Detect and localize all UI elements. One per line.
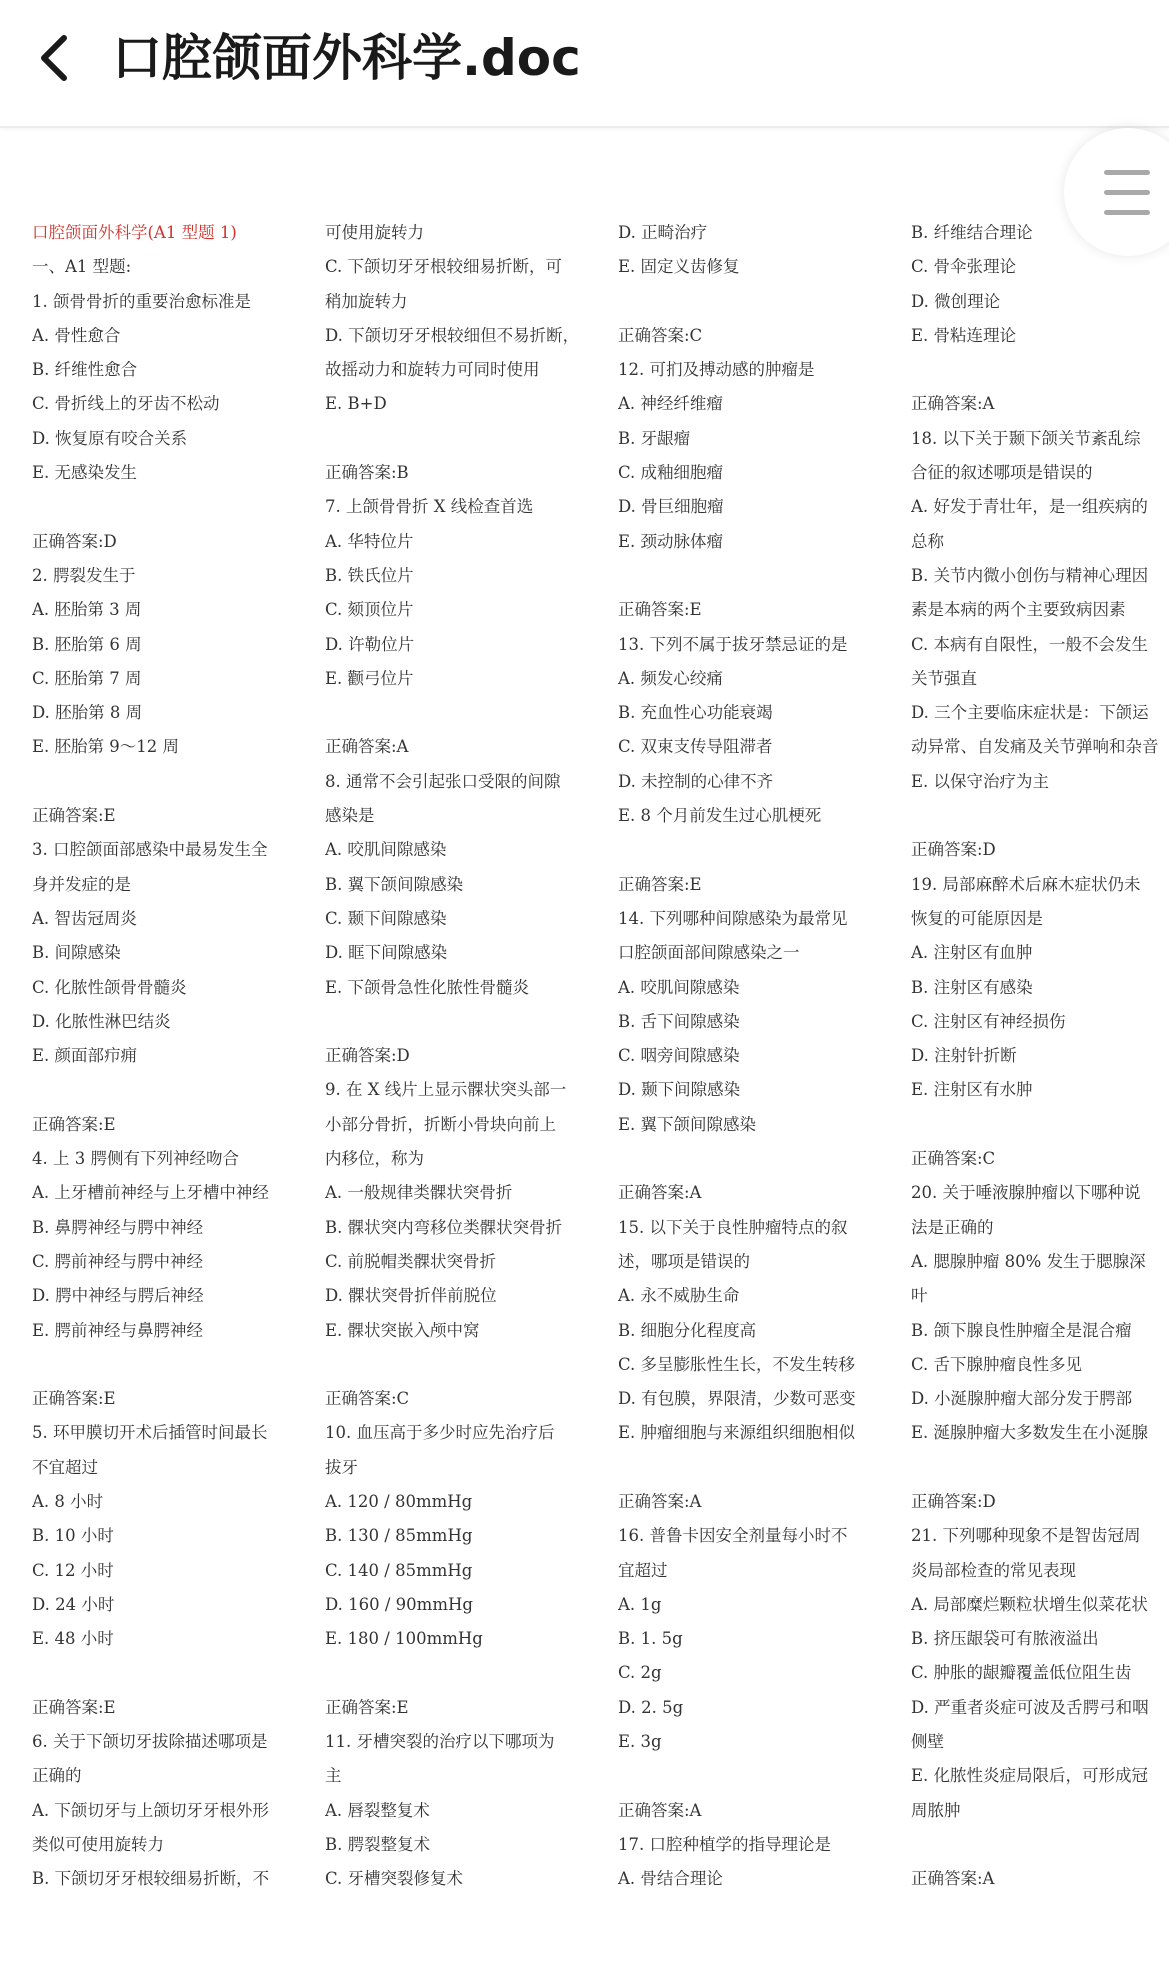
text-line: 15. 以下关于良性肿瘤特点的叙	[618, 1217, 848, 1237]
option-line: B. 胚胎第 6 周	[32, 634, 142, 654]
option-line: B. 下颌切牙牙根较细易折断，不	[32, 1869, 270, 1889]
answer-line: 正确答案:E	[618, 600, 702, 620]
option-line: E. 8 个月前发生过心肌梗死	[618, 806, 822, 826]
text-line: 8. 通常不会引起张口受限的间隙	[325, 771, 561, 791]
option-line: C. 化脓性颌骨骨髓炎	[32, 977, 187, 997]
blank-line	[32, 1656, 316, 1690]
option-line: E. 肿瘤细胞与来源组织细胞相似	[618, 1423, 856, 1443]
text-line: 20. 关于唾液腺肿瘤以下哪种说	[911, 1183, 1141, 1203]
option-line: E. 涎腺肿瘤大多数发生在小涎腺	[911, 1423, 1149, 1443]
blank-line	[911, 1828, 1169, 1862]
option-line: D. 颞下间隙感染	[618, 1080, 741, 1100]
option-line: C. 骨伞张理论	[911, 257, 1017, 277]
text-line: 4. 上 3 腭侧有下列神经吻合	[32, 1149, 239, 1169]
option-line: A. 永不威胁生命	[618, 1286, 740, 1306]
blank-line	[32, 1348, 316, 1382]
text-line: 18. 以下关于颞下颌关节紊乱综	[911, 428, 1141, 448]
option-line: B. 130 / 85mmHg	[325, 1526, 473, 1546]
option-line: A. 神经纤维瘤	[618, 394, 723, 414]
text-line: 1. 颌骨骨折的重要治愈标准是	[32, 291, 251, 311]
option-line: E. 翼下颌间隙感染	[618, 1114, 757, 1134]
answer-line: 正确答案:A	[618, 1183, 702, 1203]
option-line: A. 唇裂整复术	[325, 1800, 430, 1820]
text-line: 侧壁	[911, 1732, 944, 1752]
option-line: E. 胚胎第 9～12 周	[32, 737, 180, 757]
option-line: D. 2. 5g	[618, 1697, 684, 1717]
option-line: B. 牙龈瘤	[618, 428, 691, 448]
option-line: C. 本病有自限性，一般不会发生	[911, 634, 1149, 654]
option-line: B. 铁氏位片	[325, 565, 414, 585]
option-line: B. 关节内微小创伤与精神心理因	[911, 565, 1149, 585]
option-line: C. 舌下腺肿瘤良性多见	[911, 1354, 1083, 1374]
text-line: 11. 牙槽突裂的治疗以下哪项为	[325, 1732, 555, 1752]
option-line: E. B+D	[325, 394, 387, 414]
option-line: D. 严重者炎症可波及舌腭弓和咽	[911, 1697, 1149, 1717]
blank-line	[911, 1108, 1169, 1142]
text-line: 主	[325, 1766, 342, 1786]
text-line: 动异常、自发痛及关节弹响和杂音	[911, 737, 1159, 757]
option-line: E. 颈动脉体瘤	[618, 531, 724, 551]
blank-line	[618, 1451, 902, 1485]
blank-line	[32, 490, 316, 524]
answer-line: 正确答案:E	[32, 1389, 116, 1409]
option-line: B. 纤维性愈合	[32, 360, 138, 380]
column-2	[325, 216, 609, 1897]
text-line: 法是正确的	[911, 1217, 994, 1237]
text-line: 述，哪项是错误的	[618, 1251, 750, 1271]
answer-line: 正确答案:E	[32, 806, 116, 826]
option-line: D. 眶下间隙感染	[325, 943, 448, 963]
option-line: C. 肿胀的龈瓣覆盖低位阻生齿	[911, 1663, 1132, 1683]
option-line: E. 髁状突嵌入颅中窝	[325, 1320, 480, 1340]
option-line: C. 腭前神经与腭中神经	[32, 1251, 204, 1271]
text-line: 小部分骨折，折断小骨块向前上	[325, 1114, 556, 1134]
option-line: D. 化脓性淋巴结炎	[32, 1011, 171, 1031]
option-line: A. 一般规律类髁状突骨折	[325, 1183, 513, 1203]
option-line: D. 三个主要临床症状是：下颌运	[911, 703, 1149, 723]
option-line: A. 好发于青壮年，是一组疾病的	[911, 497, 1148, 517]
blank-line	[911, 799, 1169, 833]
answer-line: 正确答案:B	[325, 463, 409, 483]
column-3	[618, 216, 902, 1897]
text-line: 7. 上颌骨骨折 X 线检查首选	[325, 497, 534, 517]
text-line: 可使用旋转力	[325, 223, 424, 242]
text-line: 一、A1 型题:	[32, 257, 132, 277]
option-line: D. 注射针折断	[911, 1046, 1017, 1066]
text-line: 稍加旋转力	[325, 291, 408, 311]
option-line: A. 注射区有血肿	[911, 943, 1033, 963]
blank-line	[325, 422, 609, 456]
text-line: 14. 下列哪种间隙感染为最常见	[618, 908, 848, 928]
text-line: 类似可使用旋转力	[32, 1834, 164, 1854]
blank-line	[618, 1759, 902, 1793]
answer-line: 正确答案:E	[32, 1114, 116, 1134]
option-line: D. 髁状突骨折伴前脱位	[325, 1286, 497, 1306]
option-line: D. 恢复原有咬合关系	[32, 428, 188, 448]
text-line: 16. 普鲁卡因安全剂量每小时不	[618, 1526, 848, 1546]
text-line: 6. 关于下颌切牙拔除描述哪项是	[32, 1732, 268, 1752]
answer-line: 正确答案:E	[325, 1697, 409, 1717]
text-line: 17. 口腔种植学的指导理论是	[618, 1834, 831, 1854]
option-line: C. 骨折线上的牙齿不松动	[32, 394, 220, 414]
option-line: A. 频发心绞痛	[618, 668, 723, 688]
text-line: 21. 下列哪种现象不是智齿冠周	[911, 1526, 1141, 1546]
option-line: E. 注射区有水肿	[911, 1080, 1033, 1100]
option-line: B. 颌下腺良性肿瘤全是混合瘤	[911, 1320, 1132, 1340]
option-line: C. 140 / 85mmHg	[325, 1560, 473, 1580]
text-line: 口腔颌面部间隙感染之一	[618, 943, 800, 963]
blank-line	[32, 1073, 316, 1107]
answer-line: 正确答案:D	[325, 1046, 410, 1066]
answer-line: 正确答案:A	[911, 394, 995, 414]
back-button[interactable]	[30, 30, 86, 86]
text-line: 不宜超过	[32, 1457, 98, 1477]
text-line: 素是本病的两个主要致病因素	[911, 600, 1126, 620]
option-line: D. 胚胎第 8 周	[32, 703, 143, 723]
text-line: 周脓肿	[911, 1800, 961, 1820]
option-line: E. 化脓性炎症局限后，可形成冠	[911, 1766, 1149, 1786]
text-line: 关节强直	[911, 668, 977, 688]
blank-line	[911, 1451, 1169, 1485]
option-line: E. 以保守治疗为主	[911, 771, 1050, 791]
option-line: A. 咬肌间隙感染	[618, 977, 740, 997]
option-line: E. 颜面部疖痈	[32, 1046, 138, 1066]
answer-line: 正确答案:C	[325, 1389, 410, 1409]
option-line: C. 多呈膨胀性生长，不发生转移	[618, 1354, 856, 1374]
answer-line: 正确答案:D	[32, 531, 117, 551]
option-line: D. 正畸治疗	[618, 223, 708, 242]
option-line: A. 咬肌间隙感染	[325, 840, 447, 860]
option-line: B. 髁状突内弯移位类髁状突骨折	[325, 1217, 563, 1237]
text-line: 拔牙	[325, 1457, 358, 1477]
option-line: A. 华特位片	[325, 531, 414, 551]
option-line: A. 骨结合理论	[618, 1869, 723, 1889]
option-line: A. 胚胎第 3 周	[32, 600, 142, 620]
blank-line	[325, 1005, 609, 1039]
option-line: A. 局部糜烂颗粒状增生似菜花状	[911, 1594, 1148, 1614]
answer-line: 正确答案:A	[325, 737, 409, 757]
text-line: 内移位，称为	[325, 1149, 424, 1169]
option-line: E. 下颌骨急性化脓性骨髓炎	[325, 977, 530, 997]
option-line: B. 腭裂整复术	[325, 1834, 431, 1854]
option-line: B. 鼻腭神经与腭中神经	[32, 1217, 204, 1237]
option-line: D. 小涎腺肿瘤大部分发于腭部	[911, 1389, 1133, 1409]
text-line: 叶	[911, 1286, 928, 1306]
option-line: D. 腭中神经与腭后神经	[32, 1286, 204, 1306]
option-line: B. 间隙感染	[32, 943, 121, 963]
chevron-left-icon	[30, 30, 86, 86]
option-line: D. 许勒位片	[325, 634, 415, 654]
answer-line: 正确答案:E	[618, 874, 702, 894]
option-line: E. 3g	[618, 1732, 662, 1752]
option-line: C. 颏顶位片	[325, 600, 414, 620]
blank-line	[32, 765, 316, 799]
option-line: E. 无感染发生	[32, 463, 138, 483]
option-line: D. 160 / 90mmHg	[325, 1594, 473, 1614]
option-line: C. 胚胎第 7 周	[32, 668, 142, 688]
option-line: B. 细胞分化程度高	[618, 1320, 757, 1340]
option-line: B. 翼下颌间隙感染	[325, 874, 464, 894]
option-line: D. 微创理论	[911, 291, 1001, 311]
option-line: A. 8 小时	[32, 1491, 104, 1511]
option-line: B. 1. 5g	[618, 1629, 683, 1649]
text-line: 3. 口腔颌面部感染中最易发生全	[32, 840, 268, 860]
top-bar	[0, 0, 1169, 128]
column-1	[32, 216, 316, 1897]
column-4	[911, 216, 1169, 1897]
hamburger-menu-icon	[1104, 170, 1150, 175]
option-line: A. 下颌切牙与上颌切牙牙根外形	[32, 1800, 269, 1820]
option-line: A. 骨性愈合	[32, 325, 121, 345]
option-line: E. 固定义齿修复	[618, 257, 740, 277]
option-line: C. 牙槽突裂修复术	[325, 1869, 464, 1889]
blank-line	[325, 1348, 609, 1382]
option-line: E. 180 / 100mmHg	[325, 1629, 483, 1649]
option-line: C. 2g	[618, 1663, 662, 1683]
text-line: 合征的叙述哪项是错误的	[911, 463, 1093, 483]
blank-line	[618, 285, 902, 319]
option-line: D. 未控制的心律不齐	[618, 771, 774, 791]
option-line: E. 腭前神经与鼻腭神经	[32, 1320, 204, 1340]
answer-line: 正确答案:E	[32, 1697, 116, 1717]
text-line: 2. 腭裂发生于	[32, 565, 136, 585]
option-line: D. 下颌切牙牙根较细但不易折断，	[325, 325, 580, 345]
option-line: A. 上牙槽前神经与上牙槽中神经	[32, 1183, 269, 1203]
option-line: C. 12 小时	[32, 1560, 114, 1580]
blank-line	[911, 353, 1169, 387]
text-line: 5. 环甲膜切开术后插管时间最长	[32, 1423, 268, 1443]
option-line: C. 成釉细胞瘤	[618, 463, 724, 483]
document-title: 口腔颌面外科学.doc	[112, 29, 581, 87]
text-line: 宜超过	[618, 1560, 668, 1580]
option-line: C. 下颌切牙牙根较细易折断，可	[325, 257, 563, 277]
option-line: E. 颧弓位片	[325, 668, 414, 688]
text-line: 9. 在 X 线片上显示髁状突头部一	[325, 1080, 567, 1100]
option-line: D. 有包膜，界限清，少数可恶变	[618, 1389, 856, 1409]
option-line: B. 挤压龈袋可有脓液溢出	[911, 1629, 1099, 1649]
option-line: B. 纤维结合理论	[911, 223, 1033, 242]
text-line: 12. 可扪及搏动感的肿瘤是	[618, 360, 815, 380]
answer-line: 正确答案:A	[911, 1869, 995, 1889]
text-line: 恢复的可能原因是	[911, 908, 1043, 928]
option-line: C. 前脱帽类髁状突骨折	[325, 1251, 497, 1271]
option-line: D. 24 小时	[32, 1594, 115, 1614]
text-line: 19. 局部麻醉术后麻木症状仍未	[911, 874, 1141, 894]
answer-line: 正确答案:D	[911, 1491, 996, 1511]
text-line: 身并发症的是	[32, 874, 131, 894]
option-line: B. 10 小时	[32, 1526, 114, 1546]
blank-line	[618, 1142, 902, 1176]
text-line: 炎局部检查的常见表现	[911, 1560, 1076, 1580]
option-line: E. 骨粘连理论	[911, 325, 1017, 345]
text-line: 故摇动力和旋转力可同时使用	[325, 360, 540, 380]
text-line: 总称	[911, 531, 944, 551]
option-line: B. 注射区有感染	[911, 977, 1033, 997]
blank-line	[325, 696, 609, 730]
option-line: B. 舌下间隙感染	[618, 1011, 740, 1031]
answer-line: 正确答案:C	[618, 325, 703, 345]
answer-line: 正确答案:D	[911, 840, 996, 860]
text-line: 正确的	[32, 1766, 82, 1786]
option-line: B. 充血性心功能衰竭	[618, 703, 773, 723]
option-line: C. 颞下间隙感染	[325, 908, 447, 928]
answer-line: 正确答案:C	[911, 1149, 996, 1169]
option-line: A. 1g	[618, 1594, 662, 1614]
answer-line: 正确答案:A	[618, 1491, 702, 1511]
option-line: D. 骨巨细胞瘤	[618, 497, 724, 517]
option-line: A. 智齿冠周炎	[32, 908, 137, 928]
blank-line	[325, 1656, 609, 1690]
text-line: 13. 下列不属于拔牙禁忌证的是	[618, 634, 848, 654]
text-line: 感染是	[325, 806, 375, 826]
option-line: C. 咽旁间隙感染	[618, 1046, 740, 1066]
option-line: E. 48 小时	[32, 1629, 114, 1649]
option-line: A. 腮腺肿瘤 80% 发生于腮腺深	[911, 1251, 1146, 1271]
option-line: A. 120 / 80mmHg	[325, 1491, 473, 1511]
blank-line	[618, 833, 902, 867]
option-line: C. 双束支传导阻滞者	[618, 737, 773, 757]
answer-line: 正确答案:A	[618, 1800, 702, 1820]
section-heading: 口腔颌面外科学(A1 型题 1)	[32, 223, 237, 242]
blank-line	[618, 559, 902, 593]
text-line: 10. 血压高于多少时应先治疗后	[325, 1423, 555, 1443]
option-line: C. 注射区有神经损伤	[911, 1011, 1066, 1031]
